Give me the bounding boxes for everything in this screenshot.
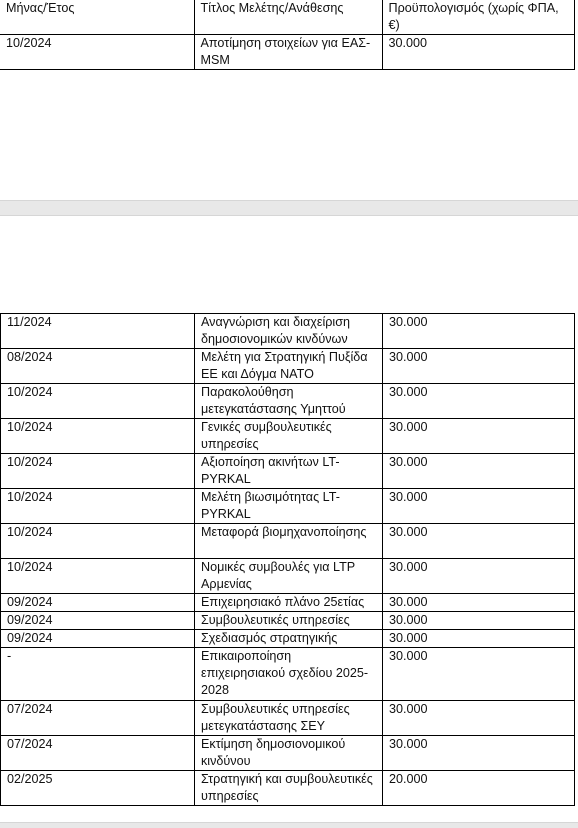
cell-budget: 30.000	[383, 314, 575, 349]
cell-title: Μελέτη βιωσιμότητας LT-PYRKAL	[195, 489, 383, 524]
cell-title: Εκτίμηση δημοσιονομικού κινδύνου	[195, 736, 383, 771]
cell-date: 07/2024	[1, 736, 195, 771]
table-row	[0, 35, 574, 70]
cell-date: 10/2024	[1, 384, 195, 419]
cell-title: Αναγνώριση και διαχείριση δημοσιονομικών κινδύνων	[195, 314, 383, 349]
header-date: Μήνας/Έτος	[0, 0, 194, 35]
cell-budget: 30.000	[382, 35, 574, 70]
cell-budget: 30.000	[383, 419, 575, 454]
studies-table-continued	[0, 313, 575, 806]
cell-budget: 30.000	[383, 349, 575, 384]
cell-date: 09/2024	[1, 612, 195, 630]
studies-table-top	[0, 0, 575, 70]
cell-budget: 30.000	[383, 384, 575, 419]
document-page-1	[0, 0, 578, 200]
header-title: Τίτλος Μελέτης/Ανάθεσης	[194, 0, 382, 35]
table-row	[1, 419, 575, 454]
cell-date: 02/2025	[1, 771, 195, 806]
table-row	[1, 736, 575, 771]
table-row	[1, 384, 575, 419]
header-budget: Προϋπολογισμός (χωρίς ΦΠΑ, €)	[382, 0, 574, 35]
cell-title: Γενικές συμβουλευτικές υπηρεσίες	[195, 419, 383, 454]
cell-date: 10/2024	[0, 35, 194, 70]
cell-title: Αποτίμηση στοιχείων για ΕΑΣ-MSM	[194, 35, 382, 70]
cell-budget: 30.000	[383, 489, 575, 524]
cell-date: 09/2024	[1, 630, 195, 648]
cell-budget: 30.000	[383, 736, 575, 771]
table-row	[1, 701, 575, 736]
table-row	[1, 524, 575, 559]
cell-date: 10/2024	[1, 419, 195, 454]
cell-title: Παρακολούθηση μετεγκατάστασης Υμηττού	[195, 384, 383, 419]
cell-title: Μελέτη για Στρατηγική Πυξίδα ΕΕ και Δόγμα ΝΑΤΟ	[195, 349, 383, 384]
cell-title: Νομικές συμβουλές για LTP Αρμενίας	[195, 559, 383, 594]
cell-title: Συμβουλευτικές υπηρεσίες	[195, 612, 383, 630]
cell-budget: 30.000	[383, 648, 575, 701]
table-row	[1, 630, 575, 648]
cell-title: Επιχειρησιακό πλάνο 25ετίας	[195, 594, 383, 612]
cell-budget: 30.000	[383, 630, 575, 648]
cell-title: Στρατηγική και συμβουλευτικές υπηρεσίες	[195, 771, 383, 806]
cell-title: Μεταφορά βιομηχανοποίησης	[195, 524, 383, 559]
cell-date: 10/2024	[1, 489, 195, 524]
table-row	[1, 349, 575, 384]
table-row	[1, 314, 575, 349]
page-break	[0, 200, 578, 216]
table-row	[1, 648, 575, 701]
table-row	[1, 454, 575, 489]
table-row	[1, 612, 575, 630]
cell-date: 11/2024	[1, 314, 195, 349]
cell-budget: 30.000	[383, 454, 575, 489]
cell-date: 10/2024	[1, 524, 195, 559]
cell-title: Επικαιροποίηση επιχειρησιακού σχεδίου 2025-2028	[195, 648, 383, 701]
cell-title: Σχεδιασμός στρατηγικής	[195, 630, 383, 648]
page-break-bottom	[0, 822, 578, 828]
table-row	[1, 594, 575, 612]
table-row	[1, 559, 575, 594]
cell-budget: 30.000	[383, 701, 575, 736]
table-row	[1, 771, 575, 806]
cell-date: 07/2024	[1, 701, 195, 736]
cell-budget: 30.000	[383, 594, 575, 612]
cell-date: -	[1, 648, 195, 701]
cell-budget: 30.000	[383, 612, 575, 630]
cell-date: 08/2024	[1, 349, 195, 384]
cell-date: 10/2024	[1, 454, 195, 489]
table-header-row	[0, 0, 574, 35]
cell-date: 09/2024	[1, 594, 195, 612]
cell-date: 10/2024	[1, 559, 195, 594]
cell-title: Αξιοποίηση ακινήτων LT-PYRKAL	[195, 454, 383, 489]
cell-budget: 30.000	[383, 559, 575, 594]
table-row	[1, 489, 575, 524]
cell-budget: 30.000	[383, 524, 575, 559]
cell-budget: 20.000	[383, 771, 575, 806]
cell-title: Συμβουλευτικές υπηρεσίες μετεγκατάστασης ΣΕΥ	[195, 701, 383, 736]
